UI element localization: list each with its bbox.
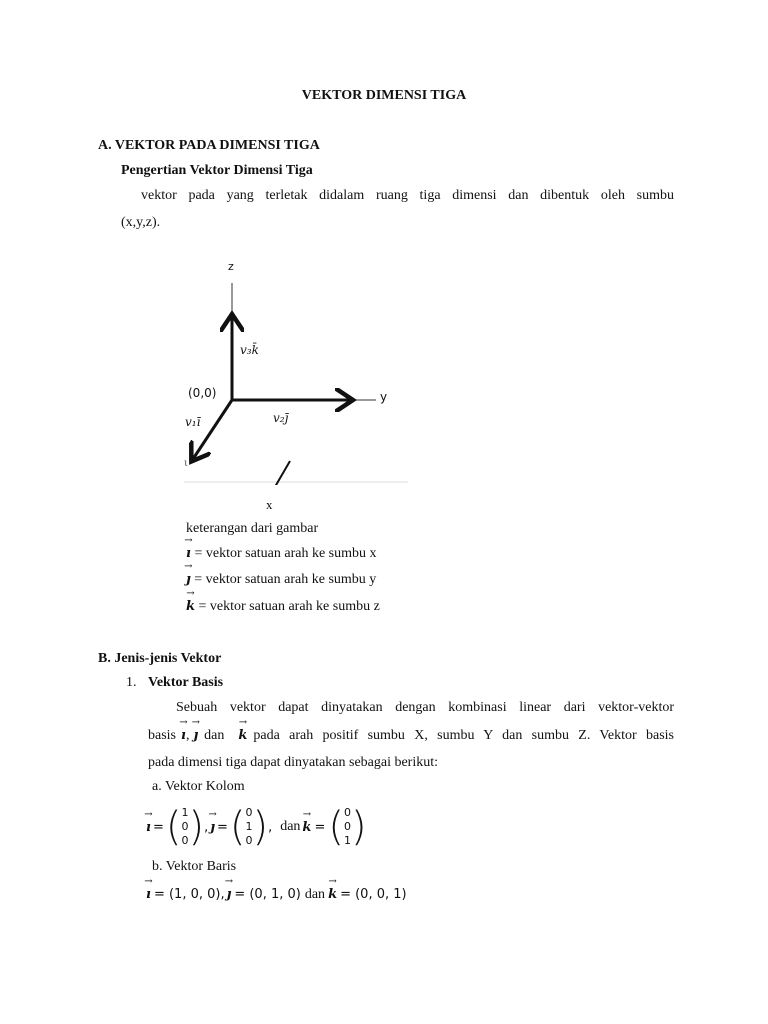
col-j-value: 0 [245,834,253,847]
section-b-paragraph-line1: Sebuah vektor dapat dinyatakan dengan kombinasi linear dari vektor-vektor [176,700,674,715]
x-axis-line [272,461,290,485]
basis-j-symbol: → ȷ [193,728,198,743]
legend-j-symbol: → ȷ [186,572,191,587]
basis-comma: , [185,728,190,743]
basis-k-symbol: → k [238,728,247,743]
legend-caption: keterangan dari gambar [186,521,319,536]
sub-a-vektor-kolom: a. Vektor Kolom [152,779,245,794]
legend-j-text: = vektor satuan arah ke sumbu y [194,572,377,587]
legend-k-symbol: → k [186,599,195,614]
row-vectors [146,887,407,903]
col-k-value: 1 [343,834,351,847]
row-i-expr: = (1, 0, 0), [153,887,225,902]
axis-y-label: y [380,390,388,404]
basis-word: basis [148,728,176,743]
col-i-right-paren: ) [188,804,205,850]
col-j-left-paren: ( [229,804,246,850]
col-dan: dan [280,819,301,834]
col-comma2: , [268,819,273,835]
col-k-value: 0 [343,806,351,819]
axis-x-label: x [266,497,273,512]
col-comma1: , [204,819,209,835]
section-a-paragraph-line1: vektor pada yang terletak didalam ruang tiga dimensi dan dibentuk oleh sumbu [141,188,674,203]
col-k-value: 0 [343,820,351,833]
col-i-value: 0 [181,820,189,833]
label-v3k: v₃k̄ [240,343,259,357]
col-j-symbol: → ȷ [210,820,215,835]
origin-label: (0,0) [188,386,217,400]
legend-k [186,599,380,615]
legend-i-text: = vektor satuan arah ke sumbu x [194,546,377,561]
label-v2j: v₂j̄ [273,411,289,425]
row-i-symbol: → ı [146,887,151,902]
vector-i-arrow [193,400,232,459]
section-b-paragraph-line2 [148,728,674,744]
col-k-right-paren: ) [350,804,367,850]
section-a-subheading: Pengertian Vektor Dimensi Tiga [121,163,313,178]
legend-k-text: = vektor satuan arah ke sumbu z [198,599,380,614]
col-k-left-paren: ( [328,804,344,850]
col-i-left-paren: ( [165,804,182,850]
legend-i [186,546,377,562]
section-a-paragraph-line2: (x,y,z). [121,215,161,230]
legend-j [186,572,376,588]
section-b-paragraph-line3: pada dimensi tiga dapat dinyatakan sebagai berikut: [148,755,439,770]
col-j-values [245,806,252,848]
label-stray-i: ι [184,458,188,469]
label-v1i: v₁ī [185,415,201,429]
col-j-value: 0 [245,806,253,819]
item1-title: Vektor Basis [148,675,224,690]
col-k-symbol: → k [302,820,311,835]
legend-i-symbol: → ı [186,546,191,561]
row-k-symbol: → k [328,887,337,902]
document-title: VEKTOR DIMENSI TIGA [301,88,467,103]
col-j-value: 1 [245,820,253,833]
col-j-eq: = [216,819,228,835]
row-j-expr: = (0, 1, 0) [234,887,301,902]
col-k-eq: = [314,819,326,835]
col-i-symbol: → ı [146,820,151,835]
axis-diagram [184,255,410,485]
basis-rest: pada arah positif sumbu X, sumbu Y dan sumbu Z. Vektor basis [253,728,674,743]
col-k-values [344,806,351,848]
row-j-symbol: → ȷ [227,887,232,902]
section-a-heading: A. VEKTOR PADA DIMENSI TIGA [98,138,320,153]
row-k-expr: = (0, 0, 1) [340,887,407,902]
basis-i-symbol: → ı [181,728,186,743]
item1-number: 1. [126,675,137,690]
section-b-heading: B. Jenis-jenis Vektor [98,651,222,666]
col-i-eq: = [152,819,164,835]
col-j-right-paren: ) [252,804,269,850]
axis-z-label: z [228,260,234,273]
col-i-values [181,806,188,848]
col-i-value: 1 [181,806,189,819]
axis-figure [184,255,410,485]
col-i-value: 0 [181,834,189,847]
sub-b-vektor-baris: b. Vektor Baris [152,859,237,874]
column-vectors [146,804,367,850]
basis-dan: dan [204,728,225,743]
row-dan: dan [304,887,326,902]
